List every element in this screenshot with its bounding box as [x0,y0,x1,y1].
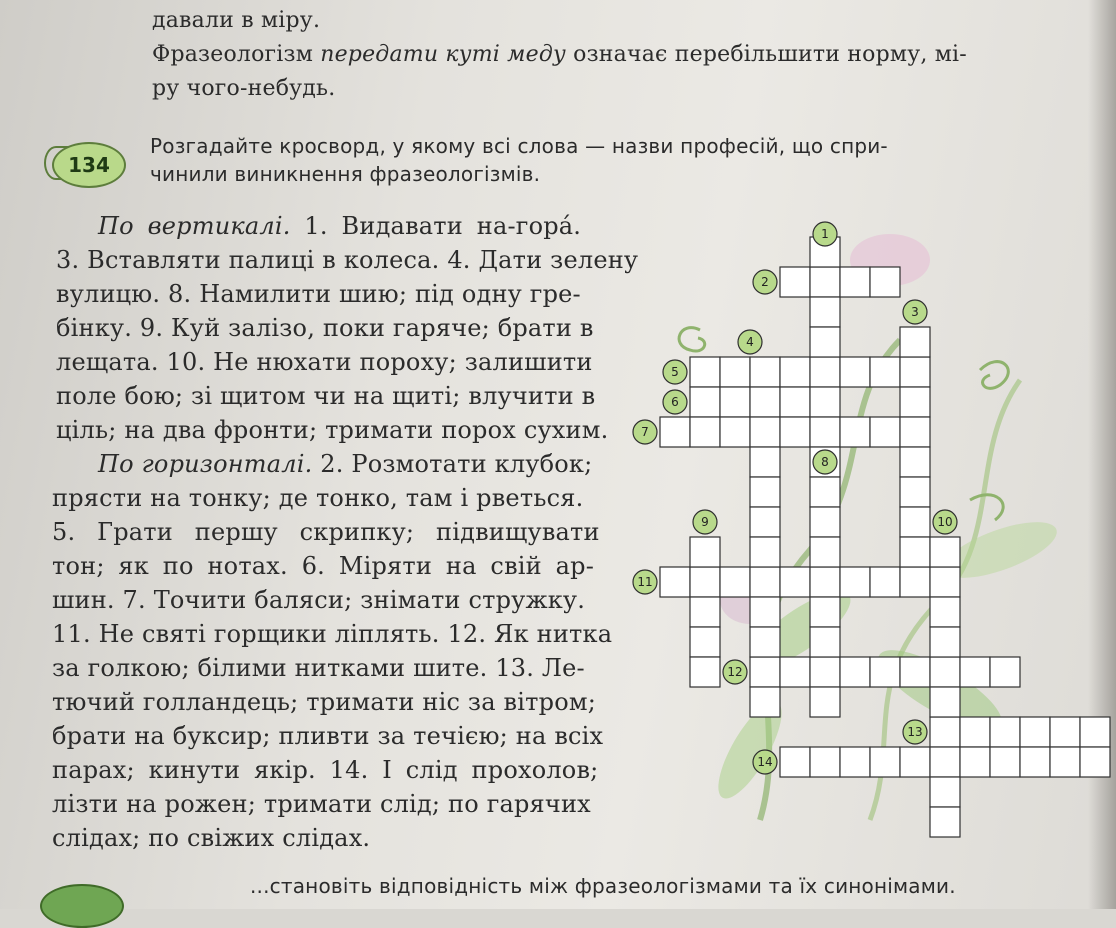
crossword-cell[interactable] [930,807,960,837]
crossword-cell[interactable] [750,477,780,507]
crossword-cell[interactable] [810,357,840,387]
clue-line-7: ціль; на два фронти; тримати порох сухим. [56,416,609,444]
crossword-cell[interactable] [900,657,930,687]
crossword-cell[interactable] [810,747,840,777]
crossword-cell[interactable] [690,627,720,657]
clue-number-label: 12 [727,665,743,679]
clue-line-9: прясти на тонку; де тонко, там і рветься. [52,484,584,512]
clue-number-label: 14 [757,755,773,769]
task-title-line-2: чинили виникнення фразеологізмів. [150,162,541,186]
crossword-cell[interactable] [810,327,840,357]
crossword-cell[interactable] [930,777,960,807]
crossword-cell[interactable] [660,567,690,597]
crossword-cell[interactable] [720,417,750,447]
clue-number-label: 7 [641,425,649,439]
crossword-cell[interactable] [810,477,840,507]
crossword-cell[interactable] [930,567,960,597]
crossword-cell[interactable] [690,567,720,597]
crossword-cell[interactable] [900,387,930,417]
crossword-cell[interactable] [810,687,840,717]
clue-number-label: 9 [701,515,709,529]
crossword-cell[interactable] [810,387,840,417]
crossword-cell[interactable] [720,387,750,417]
crossword-cell[interactable] [1080,747,1110,777]
crossword-cell[interactable] [750,387,780,417]
clue-line-15: тючий голландець; тримати ніс за вітром; [52,688,596,716]
crossword-cell[interactable] [840,417,870,447]
intro-line-1: давали в міру. [152,8,321,33]
crossword-cell[interactable] [930,627,960,657]
clue-text: 2. Розмотати клубок; [312,450,593,478]
crossword-cell[interactable] [810,657,840,687]
clue-number-label: 5 [671,365,679,379]
crossword-cell[interactable] [870,567,900,597]
crossword-cell[interactable] [750,657,780,687]
crossword-cell[interactable] [690,387,720,417]
next-task-line: ...становіть відповідність між фразеологізмами та їх синонімами. [250,874,956,898]
intro-line-2-post: означає перебільшити норму, мі- [565,42,967,67]
task-number-badge: 134 [52,142,126,188]
crossword-cell[interactable] [690,657,720,687]
crossword-cell[interactable] [690,417,720,447]
crossword-cell[interactable] [720,357,750,387]
crossword-cell[interactable] [810,417,840,447]
crossword-cell[interactable] [780,387,810,417]
task-title-line-1: Розгадайте кросворд, у якому всі слова — назви професій, що спри- [150,134,888,158]
crossword-cell[interactable] [690,357,720,387]
crossword-cell[interactable] [900,327,930,357]
crossword-cell[interactable] [900,477,930,507]
crossword-cell[interactable] [780,357,810,387]
crossword-cell[interactable] [750,687,780,717]
intro-line-3: ру чого-небудь. [152,76,336,101]
clue-line-16: брати на буксир; пливти за течією; на всіх [52,722,604,750]
crossword-cell[interactable] [870,357,900,387]
clue-header-horizontal: По горизонталі. [98,450,313,478]
clue-line-18: лізти на рожен; тримати слід; по гарячих [52,790,591,818]
crossword-cell[interactable] [900,567,930,597]
clue-number-label: 4 [746,335,754,349]
crossword-cell[interactable] [690,597,720,627]
clue-number-label: 8 [821,455,829,469]
clue-line-2: 3. Вставляти палиці в колеса. 4. Дати зелену [56,246,639,274]
crossword-cell[interactable] [840,357,870,387]
crossword-cell[interactable] [750,627,780,657]
clue-number-label: 13 [907,725,923,739]
clue-line-17: парах; кинути якір. 14. І слід прохолов; [52,756,599,784]
crossword-cell[interactable] [750,447,780,477]
crossword-cell[interactable] [720,567,750,597]
crossword-cell[interactable] [840,657,870,687]
clue-text: 1. Видавати на-горá. [290,212,582,240]
crossword-cell[interactable] [840,567,870,597]
crossword-cell[interactable] [930,537,960,567]
crossword-cell[interactable] [810,627,840,657]
crossword-cell[interactable] [810,597,840,627]
crossword-cell[interactable] [930,687,960,717]
crossword-cell[interactable] [780,417,810,447]
crossword-cell[interactable] [660,417,690,447]
crossword-cell[interactable] [900,537,930,567]
crossword-cell[interactable] [810,297,840,327]
crossword-cell[interactable] [990,747,1020,777]
crossword-cell[interactable] [690,537,720,567]
crossword-cell[interactable] [810,537,840,567]
crossword-cell[interactable] [810,507,840,537]
clue-number-label: 6 [671,395,679,409]
clue-number-label: 11 [637,575,653,589]
clue-line-13: 11. Не святі горщики ліплять. 12. Як нитка [52,620,613,648]
clue-number-label: 1 [821,227,829,241]
crossword-cell[interactable] [780,747,810,777]
crossword-cell[interactable] [900,747,930,777]
clue-line-14: за голкою; білими нитками шите. 13. Ле- [52,654,585,682]
crossword-cell[interactable] [1080,717,1110,747]
crossword-cell[interactable] [900,447,930,477]
clue-line-4: бінку. 9. Куй залізо, поки гаряче; брати в [56,314,594,342]
crossword-cell[interactable] [930,747,960,777]
crossword-cell[interactable] [960,747,990,777]
crossword-cell[interactable] [810,567,840,597]
crossword-cell[interactable] [990,717,1020,747]
clue-number-label: 3 [911,305,919,319]
clue-line-5: лещата. 10. Не нюхати пороху; залишити [56,348,593,376]
crossword-cell[interactable] [930,717,960,747]
crossword-cell[interactable] [900,357,930,387]
crossword-cell[interactable] [750,507,780,537]
clue-number-label: 2 [761,275,769,289]
crossword-cell[interactable] [1050,717,1080,747]
crossword-cell[interactable] [870,657,900,687]
crossword-cell[interactable] [990,657,1020,687]
crossword-cell[interactable] [900,507,930,537]
clue-line-19: слідах; по свіжих слідах. [52,824,371,852]
crossword-cell[interactable] [1020,747,1050,777]
crossword-cell[interactable] [960,657,990,687]
crossword-cell[interactable] [930,657,960,687]
crossword-cell[interactable] [870,747,900,777]
crossword-cell[interactable] [1050,747,1080,777]
clue-number-label: 10 [937,515,953,529]
crossword-cell[interactable] [750,537,780,567]
crossword-cell[interactable] [840,267,870,297]
crossword-cell[interactable] [750,417,780,447]
clue-line-10: 5. Грати першу скрипку; підвищувати [52,518,600,546]
clue-line-6: поле бою; зі щитом чи на щиті; влучити в [56,382,596,410]
crossword-cell[interactable] [930,597,960,627]
crossword-cell[interactable] [900,417,930,447]
clue-line-11: тон; як по нотах. 6. Міряти на свій ар- [52,552,595,580]
crossword-cell[interactable] [780,567,810,597]
crossword-cell[interactable] [780,657,810,687]
crossword-cell[interactable] [750,357,780,387]
crossword-cell[interactable] [810,267,840,297]
clue-line-3: вулицю. 8. Намилити шию; під одну гре- [56,280,581,308]
intro-line-2-italic: передати куті меду [320,42,566,67]
crossword-cell[interactable] [870,417,900,447]
crossword-cell[interactable] [750,597,780,627]
intro-line-2-pre: Фразеологізм [152,42,321,67]
crossword-cell[interactable] [1020,717,1050,747]
clue-line-12: шин. 7. Точити баляси; знімати стружку. [52,586,586,614]
crossword-cell[interactable] [960,717,990,747]
crossword-cell[interactable] [750,567,780,597]
crossword-cell[interactable] [870,267,900,297]
crossword-cell[interactable] [840,747,870,777]
clue-header-vertical: По вертикалі. [98,212,291,240]
crossword-cell[interactable] [780,267,810,297]
